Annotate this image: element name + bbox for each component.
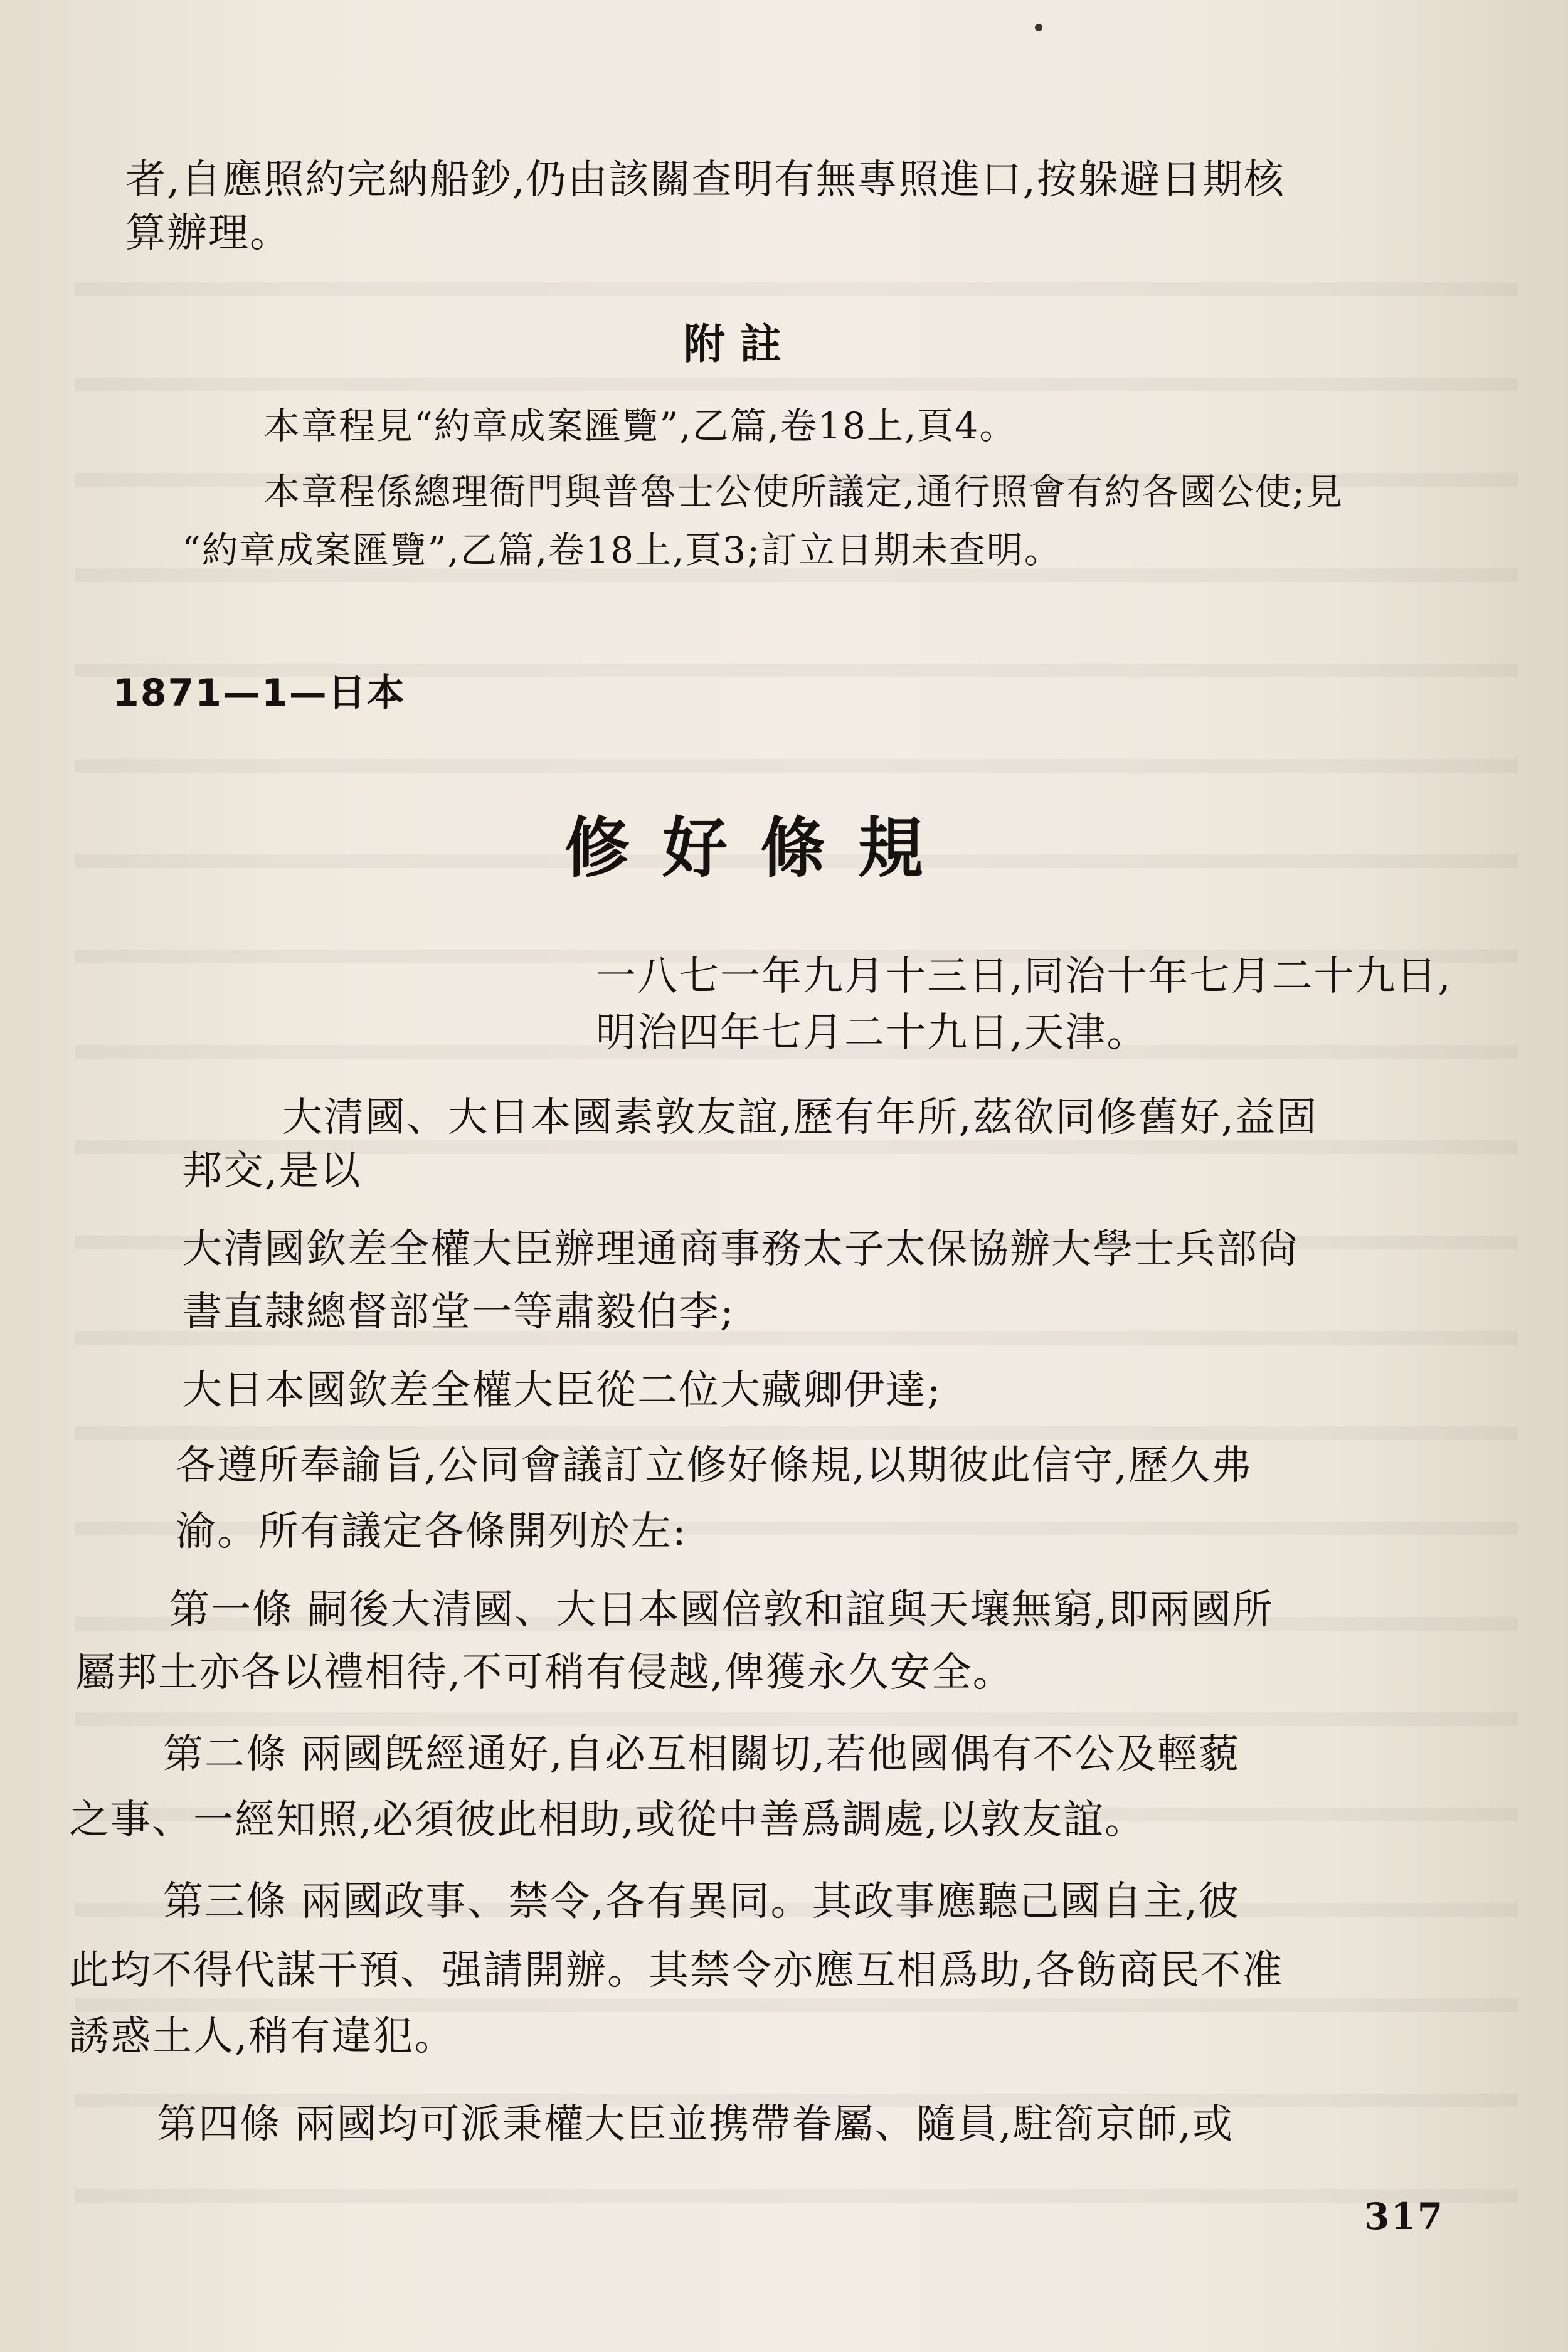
article-line: 之事、一經知照,必須彼此相助,或從中善爲調處,以敦友誼。	[69, 1797, 1147, 1843]
treaty-date: 明治四年七月二十九日,天津。	[596, 1010, 1148, 1056]
treaty-date: 一八七一年九月十三日,同治十年七月二十九日,	[596, 953, 1452, 1000]
article-line: 第二條 兩國旣經通好,自必互相關切,若他國偶有不公及輕藐	[163, 1731, 1241, 1777]
preamble-line: 大日本國欽差全權大臣從二位大藏卿伊達;	[182, 1367, 942, 1414]
preamble-line: 大清國欽差全權大臣辦理通商事務太子太保協辦大學士兵部尙	[182, 1226, 1300, 1273]
notes-heading: 附註	[684, 319, 797, 368]
article-line: 第四條 兩國均可派秉權大臣並携帶眷屬、隨員,駐箚京師,或	[157, 2101, 1234, 2148]
article-line: 第一條 嗣後大清國、大日本國倍敦和誼與天壤無窮,即兩國所	[169, 1587, 1274, 1633]
page-number: 317	[1364, 2195, 1444, 2238]
note-line: 本章程係總理衙門與普魯士公使所議定,通行照會有約各國公使;見	[263, 470, 1343, 513]
preamble-line: 大清國、大日本國素敦友誼,歷有年所,茲欲同修舊好,益固	[282, 1094, 1318, 1141]
text-line: 者,自應照約完納船鈔,仍由該關查明有無專照進口,按躲避日期核	[125, 157, 1286, 203]
preamble-line: 各遵所奉諭旨,公同會議訂立修好條規,以期彼此信守,歷久弗	[176, 1443, 1253, 1489]
article-line: 第三條 兩國政事、禁令,各有異同。其政事應聽己國自主,彼	[163, 1878, 1241, 1925]
preamble-line: 書直隷總督部堂一等肅毅伯李;	[182, 1289, 735, 1335]
preamble-line: 渝。所有議定各條開列於左:	[176, 1508, 687, 1555]
treaty-title: 修好條規	[564, 809, 956, 886]
article-line: 此均不得代謀干預、强請開辦。其禁令亦應互相爲助,各飭商民不准	[69, 1947, 1284, 1994]
text-line: 算辦理。	[125, 210, 291, 257]
preamble-line: 邦交,是以	[182, 1148, 362, 1194]
note-line: “約章成案匯覽”,乙篇,卷18上,頁3;訂立日期未查明。	[182, 529, 1062, 571]
article-line: 誘惑土人,稍有違犯。	[69, 2013, 456, 2060]
article-line: 屬邦土亦各以禮相待,不可稍有侵越,俾獲永久安全。	[75, 1650, 1014, 1696]
note-line: 本章程見“約章成案匯覽”,乙篇,卷18上,頁4。	[263, 405, 1017, 447]
section-code: 1871—1—日本	[113, 671, 406, 715]
ink-speck	[1035, 24, 1042, 31]
